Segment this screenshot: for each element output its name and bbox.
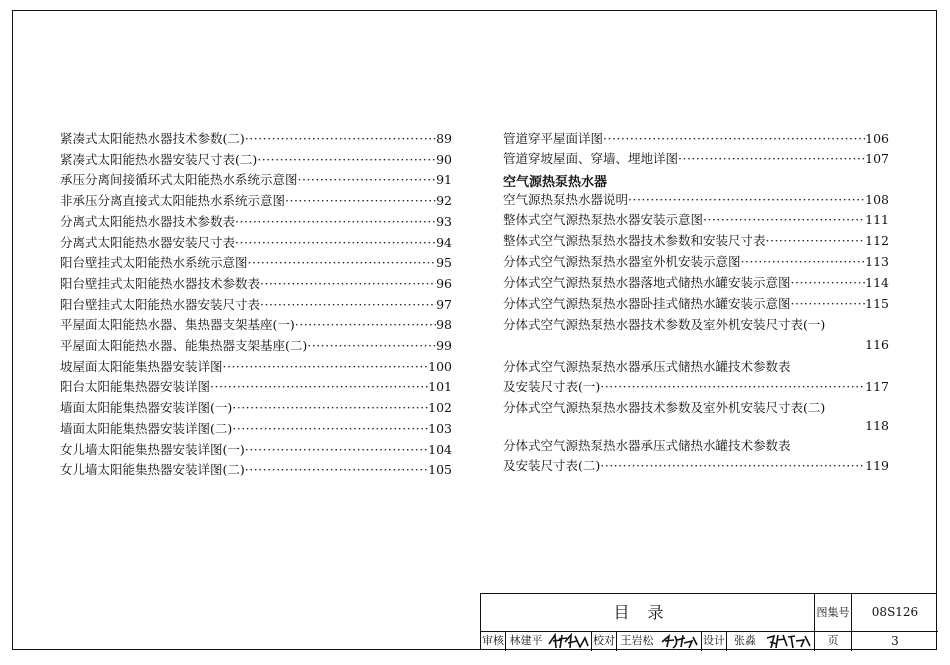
toc-entry-title: 承压分离间接循环式太阳能热水系统示意图 [60,172,298,188]
toc-entry-page: 112 [865,233,889,248]
designer-name: 张淼 [734,634,756,647]
toc-entry-page: 108 [865,192,889,207]
toc-entry-page: 93 [436,213,452,229]
toc-entry[interactable] [60,151,452,169]
toc-entry-title: 阳台壁挂式太阳能热水系统示意图 [60,255,248,271]
toc-entry[interactable] [60,234,452,252]
page-label: 页 [827,634,839,647]
checker-signature [659,632,701,650]
atlas-number: 08S126 [871,605,919,619]
toc-entry-title: 分体式空气源热泵热水器落地式储热水罐安装示意图 [503,275,791,290]
toc-entry[interactable] [60,441,452,459]
toc-entry-page: 90 [436,151,452,167]
toc-entry-title: 阳台壁挂式太阳能热水器安装尺寸表 [60,296,261,312]
toc-entry[interactable] [503,457,889,475]
toc-entry-title: 非承压分离直接式太阳能热水系统示意图 [60,193,286,209]
toc-entry[interactable] [60,316,452,334]
title-block-bottom-row [481,631,938,651]
toc-entry-title: 阳台太阳能集热器安装详图 [60,379,211,395]
toc-entry-page: 104 [428,441,452,457]
toc-entry-title: 空气源热泵热水器说明 [503,192,629,207]
toc-entry[interactable] [503,211,889,229]
toc-entry-title: 阳台壁挂式太阳能热水器技术参数表 [60,275,261,291]
toc-entry-page: 117 [865,379,889,394]
toc-entry-page: 98 [436,317,452,333]
toc-entry[interactable] [503,232,889,250]
toc-entry-page: 102 [428,400,452,416]
toc-entry-title: 紧凑式太阳能热水器安装尺寸表(二) [60,151,258,167]
toc-entry-page: 113 [865,254,889,269]
toc-entry[interactable] [60,213,452,231]
toc-entry-page: 97 [436,296,452,312]
title-block [480,593,937,650]
toc-entry[interactable] [60,192,452,210]
toc-entry-page: 89 [436,131,452,146]
checker-name: 王岩松 [620,634,654,647]
toc-entry[interactable] [503,130,889,148]
toc-entry[interactable] [60,254,452,272]
toc-entry[interactable] [503,253,889,271]
toc-entry[interactable] [60,420,452,438]
toc-entry[interactable] [503,150,889,168]
toc-entry-page: 96 [436,275,452,291]
toc-entry-page: 115 [865,296,889,311]
page-number: 3 [891,634,899,648]
toc-entry-page: 101 [428,379,452,395]
toc-entry[interactable] [60,296,452,314]
reviewer-name: 林建平 [509,634,543,647]
toc-entry-title[interactable]: 分体式空气源热泵热水器技术参数及室外机安装尺寸表(一) [503,317,826,332]
toc-entry-page: 119 [865,458,889,473]
toc-entry-page: 91 [436,172,452,188]
toc-entry-title: 平屋面太阳能热水器、能集热器支架基座(二) [60,338,308,353]
toc-entry-page: 107 [865,151,889,166]
reviewer-signature [547,632,591,650]
toc-entry-title: 女儿墙太阳能集热器安装详图(二) [60,462,245,478]
toc-entry-page: 116 [865,337,889,352]
toc-entry-title: 分体式空气源热泵热水器卧挂式储热水罐安装示意图 [503,296,791,311]
atlas-number-label: 图集号 [816,606,850,619]
toc-entry-title: 管道穿平屋面详图 [503,131,604,146]
title-block-top-row [481,594,938,632]
toc-entry-leader [503,336,889,354]
toc-entry[interactable] [60,358,452,376]
toc-entry[interactable] [60,378,452,396]
toc-entry-page: 114 [865,275,889,290]
toc-entry-title: 墙面太阳能集热器安装详图(二) [60,420,233,436]
toc-entry[interactable] [60,337,452,355]
toc-entry[interactable] [60,461,452,479]
toc-entry-title[interactable]: 分体式空气源热泵热水器技术参数及室外机安装尺寸表(二) [503,400,826,415]
toc-entry-title: 分体式空气源热泵热水器室外机安装示意图 [503,254,741,269]
toc-entry-page: 103 [428,420,452,436]
designer-signature [765,632,813,650]
toc-entry-title[interactable]: 分体式空气源热泵热水器承压式储热水罐技术参数表 [503,438,791,453]
review-label: 审核 [482,634,504,647]
toc-entry-page: 106 [865,131,889,146]
toc-entry[interactable] [503,191,889,209]
toc-entry-page: 111 [865,212,889,227]
toc-entry[interactable] [60,275,452,293]
toc-entry[interactable] [60,130,452,148]
toc-entry-title[interactable]: 分体式空气源热泵热水器承压式储热水罐技术参数表 [503,359,791,374]
toc-entry-title: 墙面太阳能集热器安装详图(一) [60,400,233,416]
toc-entry[interactable] [503,378,889,396]
toc-entry-title: 平屋面太阳能热水器、集热器支架基座(一) [60,317,295,333]
section-heading: 空气源热泵热水器 [503,175,608,190]
toc-entry-page: 100 [428,358,452,374]
toc-entry[interactable] [503,295,889,313]
toc-entry-title: 坡屋面太阳能集热器安装详图 [60,358,223,374]
toc-entry-page: 118 [865,418,889,433]
toc-entry-title: 分离式太阳能热水器安装尺寸表 [60,234,236,250]
toc-entry-title: 女儿墙太阳能集热器安装详图(一) [60,441,245,457]
toc-entry[interactable] [60,399,452,417]
toc-entry-title: 管道穿坡屋面、穿墙、埋地详图 [503,151,679,166]
toc-entry-page: 95 [436,255,452,271]
toc-entry-title: 整体式空气源热泵热水器安装示意图 [503,212,704,227]
drawing-title: 目录 [613,603,682,622]
check-label: 校对 [593,634,615,647]
toc-entry-title: 整体式空气源热泵热水器技术参数和安装尺寸表 [503,233,766,248]
toc-entry-page: 99 [436,338,452,353]
toc-entry-page: 92 [436,193,452,209]
toc-entry-title: 分离式太阳能热水器技术参数表 [60,213,236,229]
toc-entry-title: 紧凑式太阳能热水器技术参数(二) [60,131,245,146]
toc-entry[interactable] [503,274,889,292]
toc-entry[interactable] [60,171,452,189]
toc-entry-title: 及安装尺寸表(一) [503,379,601,394]
toc-entry-page: 94 [436,234,452,250]
toc-entry-page: 105 [428,462,452,478]
design-label: 设计 [703,634,725,647]
toc-entry-leader [503,417,889,435]
toc-entry-title: 及安装尺寸表(二) [503,458,601,473]
